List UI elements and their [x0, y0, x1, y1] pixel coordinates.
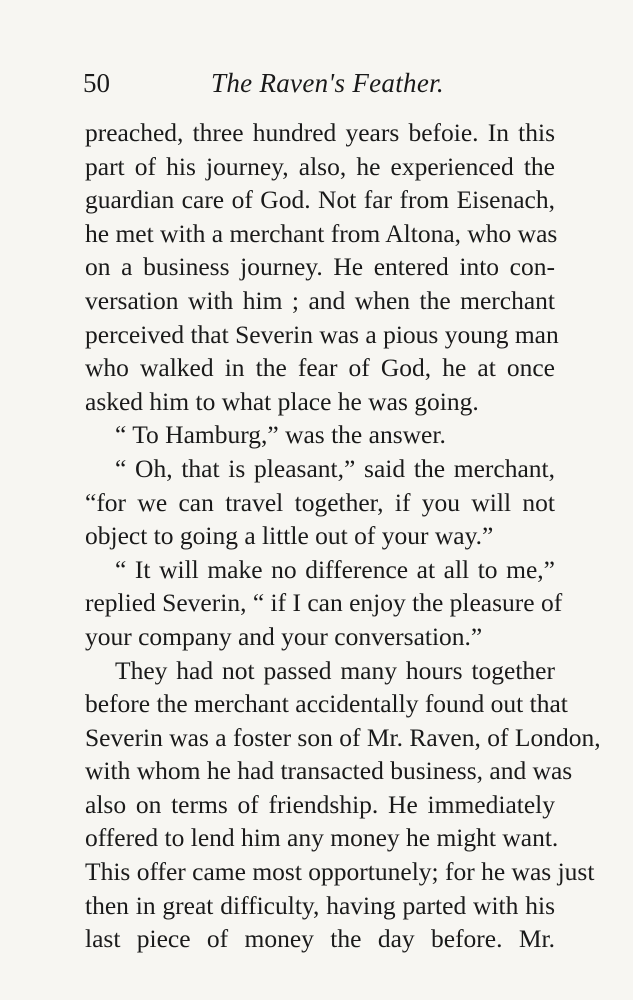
text-line: also on terms of friendship. He immediately: [85, 789, 555, 819]
text-line: object to going a little out of your way.”: [85, 521, 494, 551]
text-line: “for we can travel together, if you will not: [85, 487, 555, 517]
body-text: [85, 116, 601, 956]
text-line: They had not passed many hours together: [115, 655, 555, 685]
text-line: offered to lend him any money he might want.: [85, 823, 559, 853]
text-line: on a business journey. He entered into con-: [85, 252, 555, 282]
text-line: before the merchant accidentally found out that: [85, 689, 568, 719]
text-line: This offer came most opportunely; for he was just: [85, 857, 595, 887]
page-header: [83, 68, 553, 108]
text-line: your company and your conversation.”: [85, 621, 483, 651]
text-line: “ It will make no difference at all to me,”: [115, 554, 555, 584]
running-title: The Raven's Feather.: [211, 68, 444, 98]
text-line: part of his journey, also, he experienced the: [85, 151, 555, 181]
text-line: he met with a merchant from Altona, who was: [85, 218, 558, 248]
text-line: who walked in the fear of God, he at once: [85, 353, 555, 383]
text-line: Severin was a foster son of Mr. Raven, of London,: [85, 722, 601, 752]
text-line: replied Severin, “ if I can enjoy the pleasure of: [85, 588, 563, 618]
text-line: then in great difficulty, having parted with his: [85, 890, 555, 920]
text-line: “ Oh, that is pleasant,” said the merchant,: [115, 453, 555, 483]
text-line: with whom he had transacted business, and was: [85, 756, 573, 786]
text-line: preached, three hundred years befoie. In this: [85, 118, 555, 147]
page-number: 50: [83, 68, 110, 98]
text-line: perceived that Severin was a pious young man: [85, 319, 559, 349]
text-line: guardian care of God. Not far from Eisenach,: [85, 185, 555, 215]
text-line: versation with him ; and when the merchant: [85, 285, 555, 315]
text-line: asked him to what place he was going.: [85, 386, 479, 416]
text-line: “ To Hamburg,” was the answer.: [115, 420, 446, 450]
text-line: last piece of money the day before. Mr.: [85, 924, 555, 954]
